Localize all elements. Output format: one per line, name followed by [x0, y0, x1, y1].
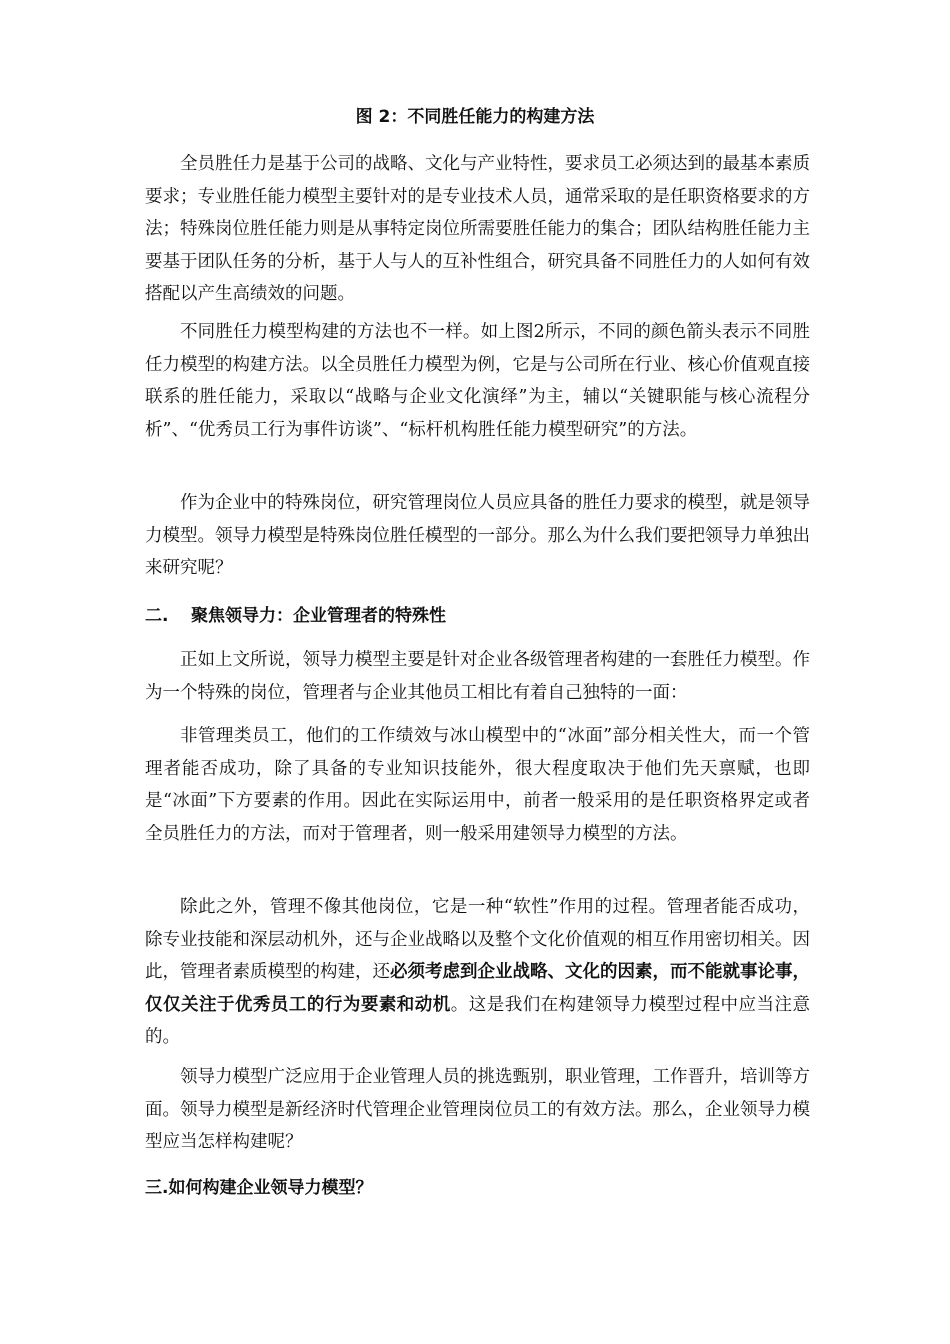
emphasized-text: 必须考虑到企业战略、文化的因素，而不能就事论事，仅仅关注于优秀员工的行为要素和动机 [145, 962, 810, 1015]
paragraph-text: 除此之外，管理不像其他岗位，它是一种“软性”作用的过程。管理者能否成功，除专业技能和深层动机外，还与企业战略以及整个文化价值观的相互作用密切相关。因此，管理者素质模型的构建，还 [145, 897, 810, 982]
section-heading-3 [145, 1172, 810, 1204]
paragraph-competency-types: 全员胜任力是基于公司的战略、文化与产业特性，要求员工必须达到的最基本素质要求；专业胜任能力模型主要针对的是专业技术人员，通常采取的是任职资格要求的方法；特殊岗位胜任能力则是从事特定岗位所需要胜任能力的集合；团队结构胜任能力主要基于团队任务的分析，基于人与人的互补性组合，研究具备不同胜任力的人如何有效搭配以产生高绩效的问题。 [145, 154, 810, 304]
section-number: 二. [145, 606, 169, 626]
paragraph-iceberg-model: 非管理类员工，他们的工作绩效与冰山模型中的“冰面”部分相关性大，而一个管理者能否成功，除了具备的专业知识技能外，很大程度取决于他们先天禀赋，也即是“冰面”下方要素的作用。因此在实际运用中，前者一般采用的是任职资格界定或者全员胜任力的方法，而对于管理者，则一般采用建领导力模型的方法。 [145, 726, 810, 844]
paragraph-model-methods: 不同胜任力模型构建的方法也不一样。如上图2所示，不同的颜色箭头表示不同胜任力模型的构建方法。以全员胜任力模型为例，它是与公司所在行业、核心价值观直接联系的胜任能力，采取以“战略与企业文化演绎”为主，辅以“关键职能与核心流程分析”、“优秀员工行为事件访谈”、“标杆机构胜任能力模型研究”的方法。 [145, 322, 810, 440]
section-number: 三. [145, 1178, 169, 1198]
section-title: 如何构建企业领导力模型？ [168, 1178, 373, 1198]
paragraph-manager-specialness: 正如上文所说，领导力模型主要是针对企业各级管理者构建的一套胜任力模型。作为一个特殊的岗位，管理者与企业其他员工相比有着自己独特的一面： [145, 650, 810, 703]
paragraph-leadership-model-intro: 作为企业中的特殊岗位，研究管理岗位人员应具备的胜任力要求的模型，就是领导力模型。领导力模型是特殊岗位胜任模型的一部分。那么为什么我们要把领导力单独出来研究呢？ [145, 493, 810, 578]
section-title: 聚焦领导力：企业管理者的特殊性 [191, 606, 446, 626]
paragraph-text: 。这是我们在构建领导力模型过程中应当注意的。 [145, 994, 811, 1047]
paragraph-soft-management [145, 891, 810, 1054]
section-heading-2 [145, 600, 810, 632]
paragraph-leadership-applications: 领导力模型广泛应用于企业管理人员的挑选甄别，职业管理，工作晋升，培训等方面。领导力模型是新经济时代管理企业管理岗位员工的有效方法。那么，企业领导力模型应当怎样构建呢？ [145, 1067, 810, 1152]
figure-caption: 图 2：不同胜任能力的构建方法 [355, 107, 595, 127]
